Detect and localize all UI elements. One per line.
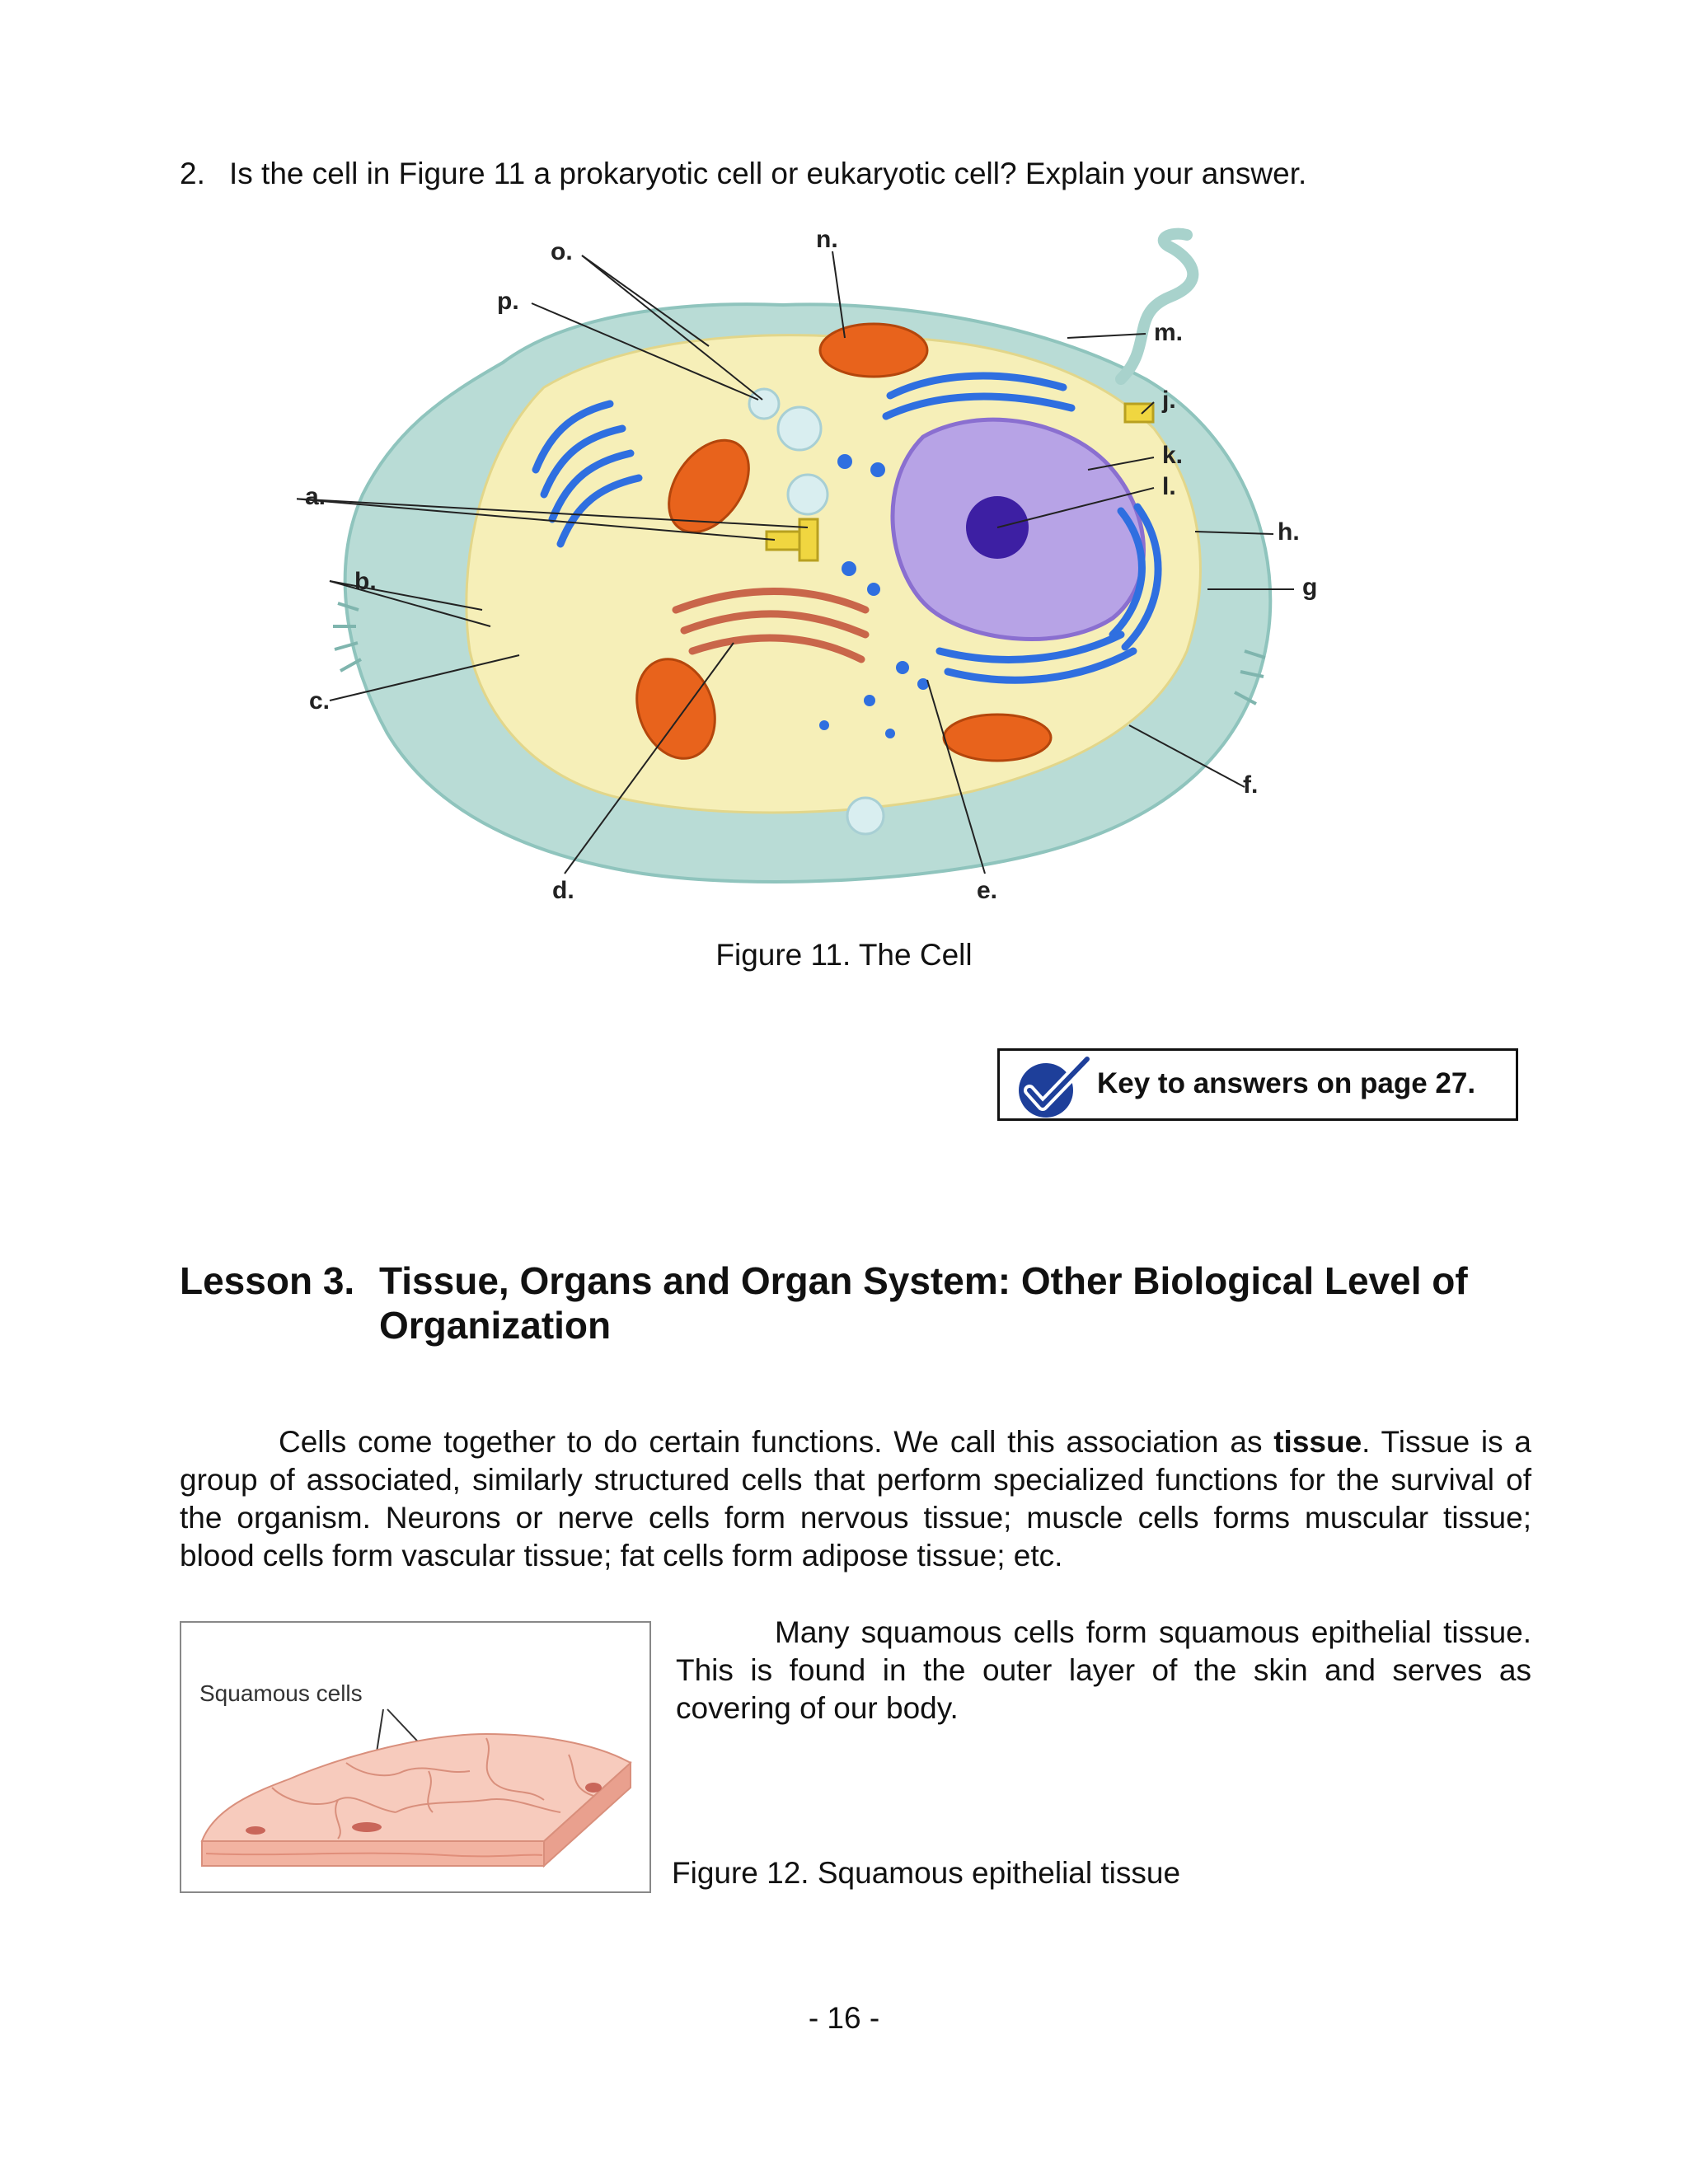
cell-label: e. <box>977 877 998 904</box>
squamous-cells-label: Squamous cells <box>199 1680 363 1706</box>
cell-label: p. <box>497 288 519 315</box>
cell-diagram <box>297 223 1335 907</box>
cell-label: o. <box>551 238 573 265</box>
paragraph-text: Cells come together to do certain functions. We call this association as <box>279 1425 1274 1459</box>
lesson-number: Lesson 3. <box>180 1259 355 1302</box>
cell-label: h. <box>1278 518 1300 546</box>
term-tissue: tissue <box>1273 1425 1362 1459</box>
squamous-tissue-figure <box>180 1621 651 1893</box>
cell-label: j. <box>1162 387 1176 414</box>
answer-key-text: Key to answers on page 27. <box>1097 1067 1476 1099</box>
lesson-title-line-1: Tissue, Organs and Organ System: Other Biological Level of <box>379 1259 1468 1302</box>
cell-label: b. <box>354 568 377 595</box>
question-2 <box>180 157 1306 191</box>
cell-label: d. <box>552 877 574 904</box>
lesson-title-line-2: Organization <box>379 1304 612 1347</box>
question-number: 2. <box>180 157 205 190</box>
paragraph-text: . Tissue is a group of associated, similarly structured cells that perform specialized functions for the survival of the organism. Neurons or nerve cells form nervous tissue; muscle cells forms muscular tissue; blood cells form vascular tissue; fat cells form adipose tissue; etc. <box>180 1425 1531 1572</box>
figure-12-caption: Figure 12. Squamous epithelial tissue <box>672 1856 1181 1890</box>
cell-label: m. <box>1154 319 1184 346</box>
cell-label: n. <box>816 226 838 253</box>
flagellum <box>1121 234 1193 379</box>
cell-diagram-svg <box>297 223 1335 907</box>
page-number: - 16 - <box>808 2001 880 2035</box>
cell-label: g <box>1302 574 1318 601</box>
paragraph-tissue <box>180 1423 1531 1575</box>
paragraph-squamous <box>676 1614 1531 1727</box>
answer-key-box <box>997 1048 1518 1121</box>
paragraph-text: Many squamous cells form squamous epithelial tissue. This is found in the outer layer of the skin and serves as covering of our body. <box>676 1615 1531 1725</box>
question-text: Is the cell in Figure 11 a prokaryotic cell or eukaryotic cell? Explain your answer. <box>229 157 1307 190</box>
cell-label: l. <box>1162 473 1176 500</box>
cell-label: a. <box>305 483 326 510</box>
check-icon <box>1011 1054 1094 1120</box>
cell-label: c. <box>309 687 331 715</box>
lesson-heading <box>180 1258 1468 1347</box>
squamous-tissue-svg <box>181 1623 649 1891</box>
cell-label: f. <box>1243 771 1259 799</box>
figure-11-caption: Figure 11. The Cell <box>715 938 973 972</box>
cell-label: k. <box>1162 442 1184 469</box>
